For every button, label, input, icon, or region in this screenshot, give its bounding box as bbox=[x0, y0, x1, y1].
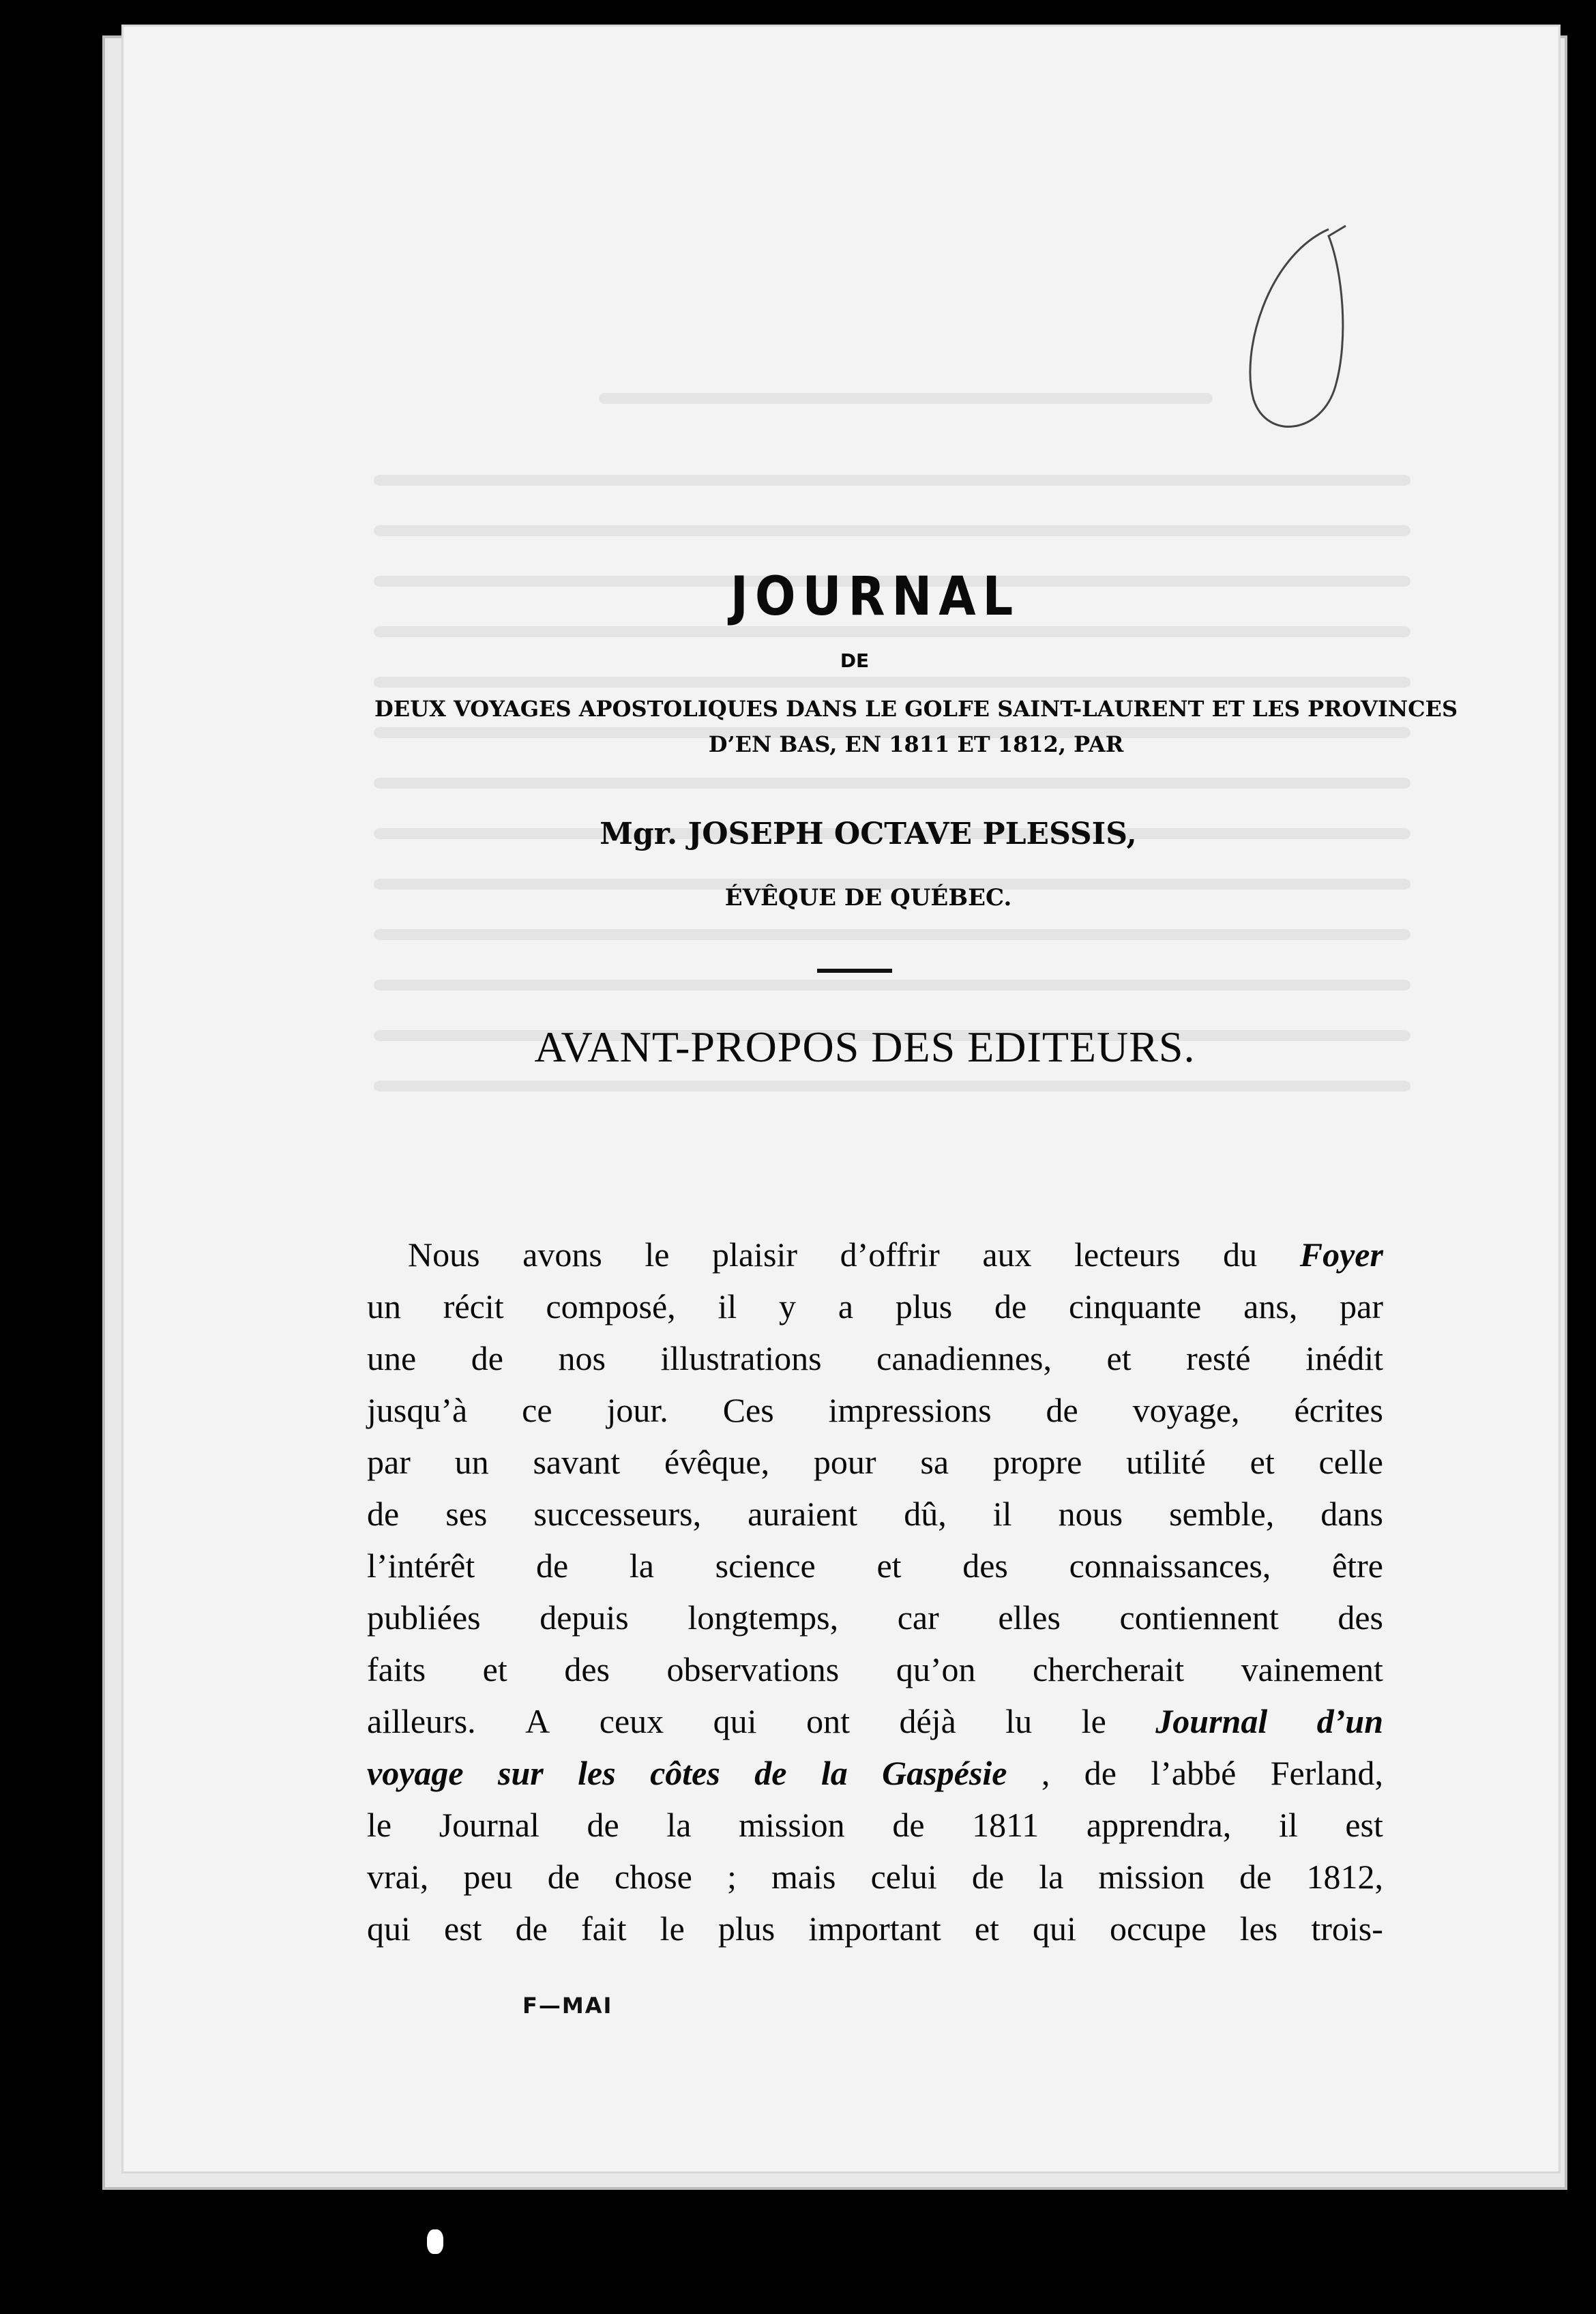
body-line: une de nos illustrations canadiennes, et resté inédit bbox=[367, 1339, 1383, 1377]
divider-rule bbox=[817, 969, 892, 973]
body-line: Nous avons le plaisir d’offrir aux lecteurs du Foyer bbox=[408, 1235, 1383, 1274]
body-line: ailleurs. A ceux qui ont déjà lu le Journal d’un bbox=[367, 1702, 1383, 1740]
document-page bbox=[121, 25, 1561, 2173]
body-line: qui est de fait le plus important et qui occupe les trois- bbox=[367, 1909, 1383, 1948]
title-connector: DE bbox=[840, 649, 870, 672]
body-line: voyage sur les côtes de la Gaspésie , de l’abbé Ferland, bbox=[367, 1754, 1383, 1792]
body-line: faits et des observations qu’on chercherait vainement bbox=[367, 1650, 1383, 1688]
body-line: par un savant évêque, pour sa propre utilité et celle bbox=[367, 1443, 1383, 1481]
journal-title: JOURNAL bbox=[730, 566, 1020, 628]
subtitle: DEUX VOYAGES APOSTOLIQUES DANS LE GOLFE SAINT-LAURENT ET LES PROVINCES D’EN BAS, EN 1811 ET 1812, PAR bbox=[374, 696, 1458, 757]
scan-speck bbox=[427, 2229, 443, 2254]
signature-mark: F—MAI bbox=[522, 1993, 613, 2019]
body-text bbox=[367, 1229, 1383, 1954]
body-line: un récit composé, il y a plus de cinquante ans, par bbox=[367, 1287, 1383, 1326]
body-line: vrai, peu de chose ; mais celui de la mission de 1812, bbox=[367, 1858, 1383, 1896]
title-block bbox=[121, 566, 1561, 1072]
section-title: AVANT-PROPOS DES EDITEURS. bbox=[534, 1023, 1196, 1071]
author-title: ÉVÊQUE DE QUÉBEC. bbox=[724, 884, 1012, 911]
author-name: Mgr. JOSEPH OCTAVE PLESSIS, bbox=[600, 817, 1137, 851]
body-line: publiées depuis longtemps, car elles contiennent des bbox=[367, 1598, 1383, 1637]
body-line: jusqu’à ce jour. Ces impressions de voyage, écrites bbox=[367, 1391, 1383, 1429]
body-line: de ses successeurs, auraient dû, il nous semble, dans bbox=[367, 1495, 1383, 1533]
body-line: l’intérêt de la science et des connaissances, être bbox=[367, 1547, 1383, 1585]
body-line: le Journal de la mission de 1811 apprendra, il est bbox=[367, 1806, 1383, 1844]
